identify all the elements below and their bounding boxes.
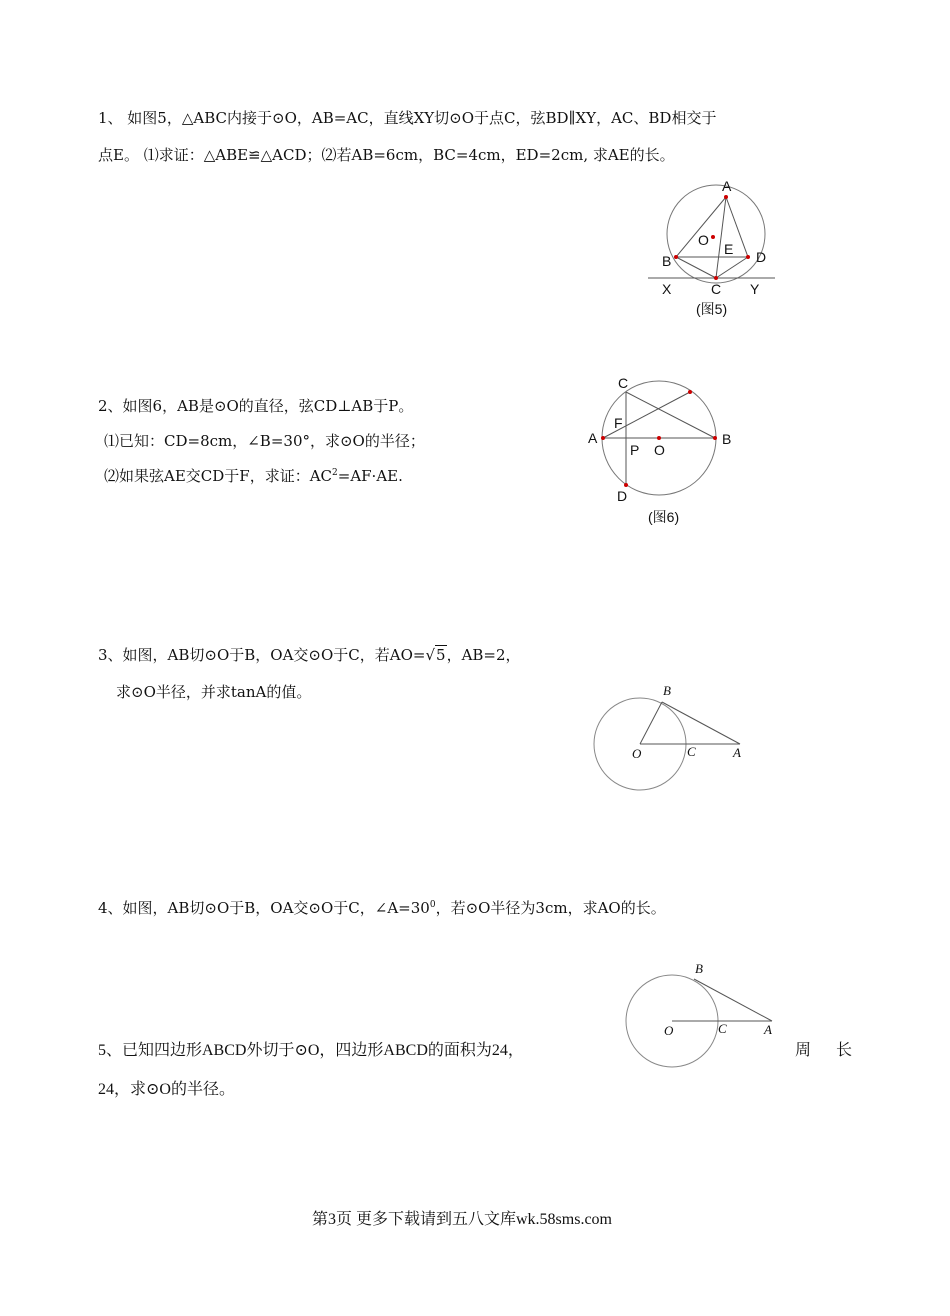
p1-line1: 1、 如图5，△ABC内接于⊙O，AB=AC，直线XY切⊙O于点C，弦BD∥XY，AC、BD相交于 xyxy=(98,109,717,127)
fig6-seg-cb xyxy=(626,392,715,438)
figure-5 xyxy=(640,175,790,325)
fig5-circle xyxy=(667,185,765,283)
fig6-label-b: B xyxy=(722,431,732,447)
p4-label-c: C xyxy=(718,1021,727,1036)
p2-line2: ⑴已知：CD=8cm，∠B=30°，求⊙O的半径； xyxy=(104,432,425,450)
fig5-label-y: Y xyxy=(750,281,760,297)
fig6-point-a xyxy=(601,436,605,440)
p2-line3-pre: ⑵如果弦AE交CD于F，求证：AC xyxy=(104,467,333,485)
p3-label-c: C xyxy=(687,744,696,759)
p3-radicand: 5 xyxy=(436,646,446,664)
fig5-label-a: A xyxy=(722,178,732,194)
p4-label-a: A xyxy=(764,1022,772,1037)
fig5-label-e: E xyxy=(724,241,734,257)
fig5-point-o xyxy=(711,235,715,239)
p1-line2: 点E。 ⑴求证：△ABE≌△ACD；⑵若AB=6cm，BC=4cm，ED=2cm, 求AE的长。 xyxy=(98,146,675,164)
fig5-side-bc xyxy=(676,257,716,278)
fig5-label-x: X xyxy=(662,281,672,297)
p3-sqrt: √5 xyxy=(425,646,446,664)
p3-line2: 求⊙O半径，并求tanA的值。 xyxy=(116,683,312,701)
fig5-label-b: B xyxy=(662,253,672,269)
p5-line1: 5、已知四边形ABCD外切于⊙O，四边形ABCD的面积为24， xyxy=(98,1042,524,1059)
p4-line1 xyxy=(98,898,666,918)
fig5-label-d: D xyxy=(756,249,767,265)
p3-label-a: A xyxy=(733,745,741,760)
p5-tail-a: 周 xyxy=(795,1042,812,1059)
fig6-label-d: D xyxy=(617,488,628,504)
fig6-label-c: C xyxy=(618,375,629,391)
fig6-label-o: O xyxy=(654,442,665,458)
p4-label-o: O xyxy=(664,1023,674,1038)
fig5-side-ac xyxy=(716,197,726,278)
fig6-caption: (图6) xyxy=(648,509,680,525)
fig5-label-c: C xyxy=(711,281,722,297)
p4-line1-sup: 0 xyxy=(429,900,436,910)
p3-label-b: B xyxy=(663,683,671,698)
p4-tangent-ab xyxy=(694,979,772,1021)
figure-p3 xyxy=(590,682,760,792)
fig5-point-d xyxy=(746,255,750,259)
p2-line3 xyxy=(104,466,403,486)
fig5-label-o: O xyxy=(698,232,709,248)
page-footer: 第3页 更多下载请到五八文库wk.58sms.com xyxy=(312,1211,613,1228)
p4-line1-pre: 4、如图，AB切⊙O于B，OA交⊙O于C，∠A=30 xyxy=(98,899,430,917)
p3-tangent-ab xyxy=(662,702,740,744)
fig5-side-ab xyxy=(676,197,726,257)
fig5-point-c xyxy=(714,276,718,280)
p5-tail-b: 长 xyxy=(836,1042,853,1059)
fig6-point-b xyxy=(713,436,717,440)
p2-line3-post: =AF·AE. xyxy=(337,467,403,485)
p3-line1-post: ，AB=2， xyxy=(446,646,521,664)
fig5-point-a xyxy=(724,195,728,199)
p4-line1-post: ，若⊙O半径为3cm，求AO的长。 xyxy=(435,899,666,917)
p3-line1-pre: 3、如图，AB切⊙O于B，OA交⊙O于C，若AO= xyxy=(98,646,426,664)
fig5-point-b xyxy=(674,255,678,259)
p3-line1 xyxy=(98,645,521,665)
fig6-label-p: P xyxy=(630,442,640,458)
p5-line2: 24，求⊙O的半径。 xyxy=(98,1081,235,1098)
p3-label-o: O xyxy=(632,746,642,761)
fig6-point-d xyxy=(624,483,628,487)
figure-p4 xyxy=(622,962,792,1072)
p3-seg-ob xyxy=(640,702,662,744)
fig6-label-a: A xyxy=(588,430,598,446)
fig5-caption: (图5) xyxy=(696,301,728,317)
p4-label-b: B xyxy=(695,961,703,976)
fig6-point-e xyxy=(688,390,692,394)
p2-line1: 2、如图6，AB是⊙O的直径，弦CD⊥AB于P。 xyxy=(98,397,414,415)
fig6-label-f: F xyxy=(614,415,623,431)
figure-6 xyxy=(580,372,750,532)
fig6-point-o xyxy=(657,436,661,440)
p2-line3-sup: 2 xyxy=(332,468,338,478)
